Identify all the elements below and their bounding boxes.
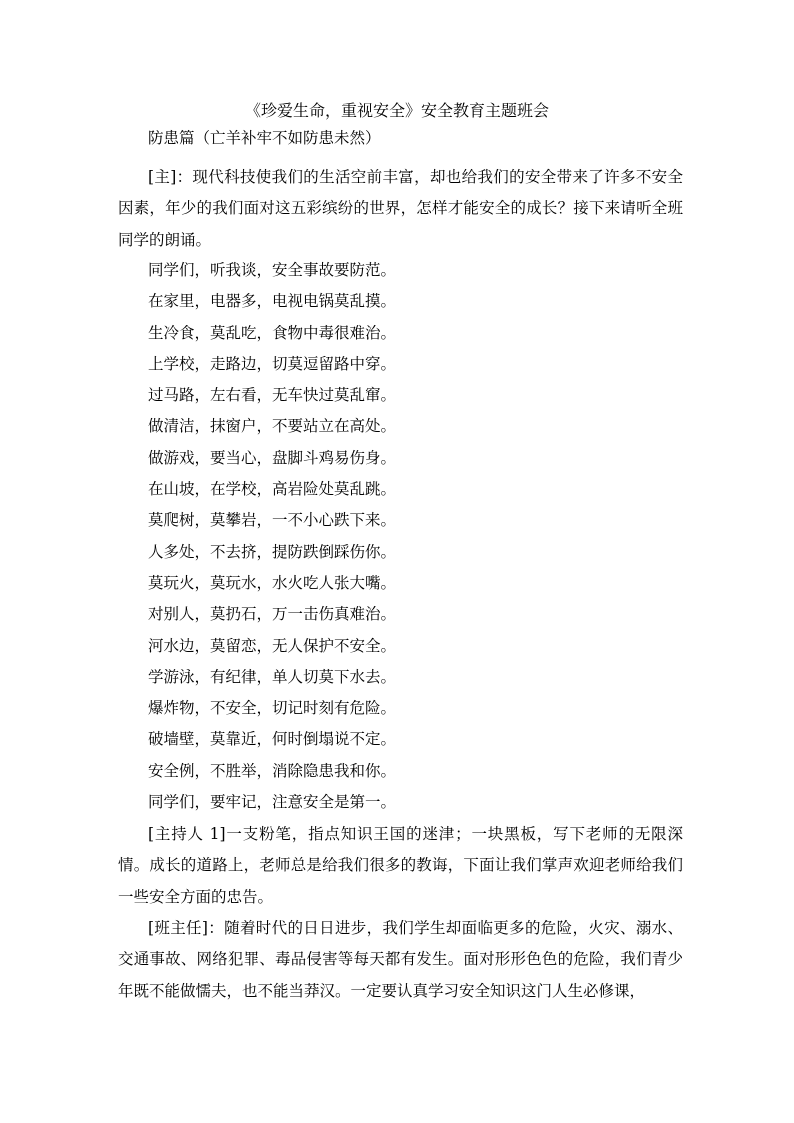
host-paragraph: [主持人 1]一支粉笔，指点知识王国的迷津；一块黑板，写下老师的无限深情。成长的道路上，老师总是给我们很多的教诲，下面让我们掌声欢迎老师给我们一些安全方面的忠告。 xyxy=(118,825,683,906)
poem-line: 莫爬树，莫攀岩，一不小心跌下来。 xyxy=(148,511,397,530)
poem-line: 学游泳，有纪律，单人切莫下水去。 xyxy=(148,667,397,686)
poem-line: 莫玩火，莫玩水，水火吃人张大嘴。 xyxy=(148,573,397,592)
poem-line: 上学校，走路边，切莫逗留路中穿。 xyxy=(148,354,397,373)
poem-line: 河水边，莫留恋，无人保护不安全。 xyxy=(148,636,397,655)
intro-paragraph: [主]：现代科技使我们的生活空前丰富，却也给我们的安全带来了许多不安全因素，年少的我们面对这五彩缤纷的世界，怎样才能安全的成长？接下来请听全班同学的朗诵。 xyxy=(118,168,683,249)
poem-line: 人多处，不去挤，提防跌倒踩伤你。 xyxy=(148,542,397,561)
poem-line: 做清洁，抹窗户，不要站立在高处。 xyxy=(148,417,397,436)
poem-line: 同学们，要牢记，注意安全是第一。 xyxy=(148,793,397,812)
poem-line: 在家里，电器多，电视电锅莫乱摸。 xyxy=(148,292,397,311)
poem-line: 在山坡，在学校，高岩险处莫乱跳。 xyxy=(148,480,397,499)
poem-line: 破墙壁，莫靠近，何时倒塌说不定。 xyxy=(148,730,397,749)
poem-line: 同学们，听我谈，安全事故要防范。 xyxy=(148,261,397,279)
poem-line: 安全例，不胜举，消除隐患我和你。 xyxy=(148,761,397,780)
poem-line: 对别人，莫扔石，万一击伤真难治。 xyxy=(148,605,397,624)
poem-list xyxy=(148,255,396,818)
teacher-paragraph: [班主任]：随着时代的日日进步，我们学生却面临更多的危险，火灾、溺水、交通事故、网络犯罪、毒品侵害等每天都有发生。面对形形色色的危险，我们青少年既不能做懦夫，也不能当莽汉。一定要认真学习安全知识这门人生必修课， xyxy=(118,919,683,1000)
document-title: 《珍爱生命，重视安全》安全教育主题班会 xyxy=(244,101,549,120)
section-heading: 防患篇（亡羊补牢不如防患未然） xyxy=(148,129,381,147)
poem-line: 做游戏，要当心，盘脚斗鸡易伤身。 xyxy=(148,448,397,467)
poem-line: 过马路，左右看，无车快过莫乱窜。 xyxy=(148,386,397,405)
poem-line: 爆炸物，不安全，切记时刻有危险。 xyxy=(148,699,397,718)
poem-line: 生冷食，莫乱吃，食物中毒很难治。 xyxy=(148,323,397,342)
